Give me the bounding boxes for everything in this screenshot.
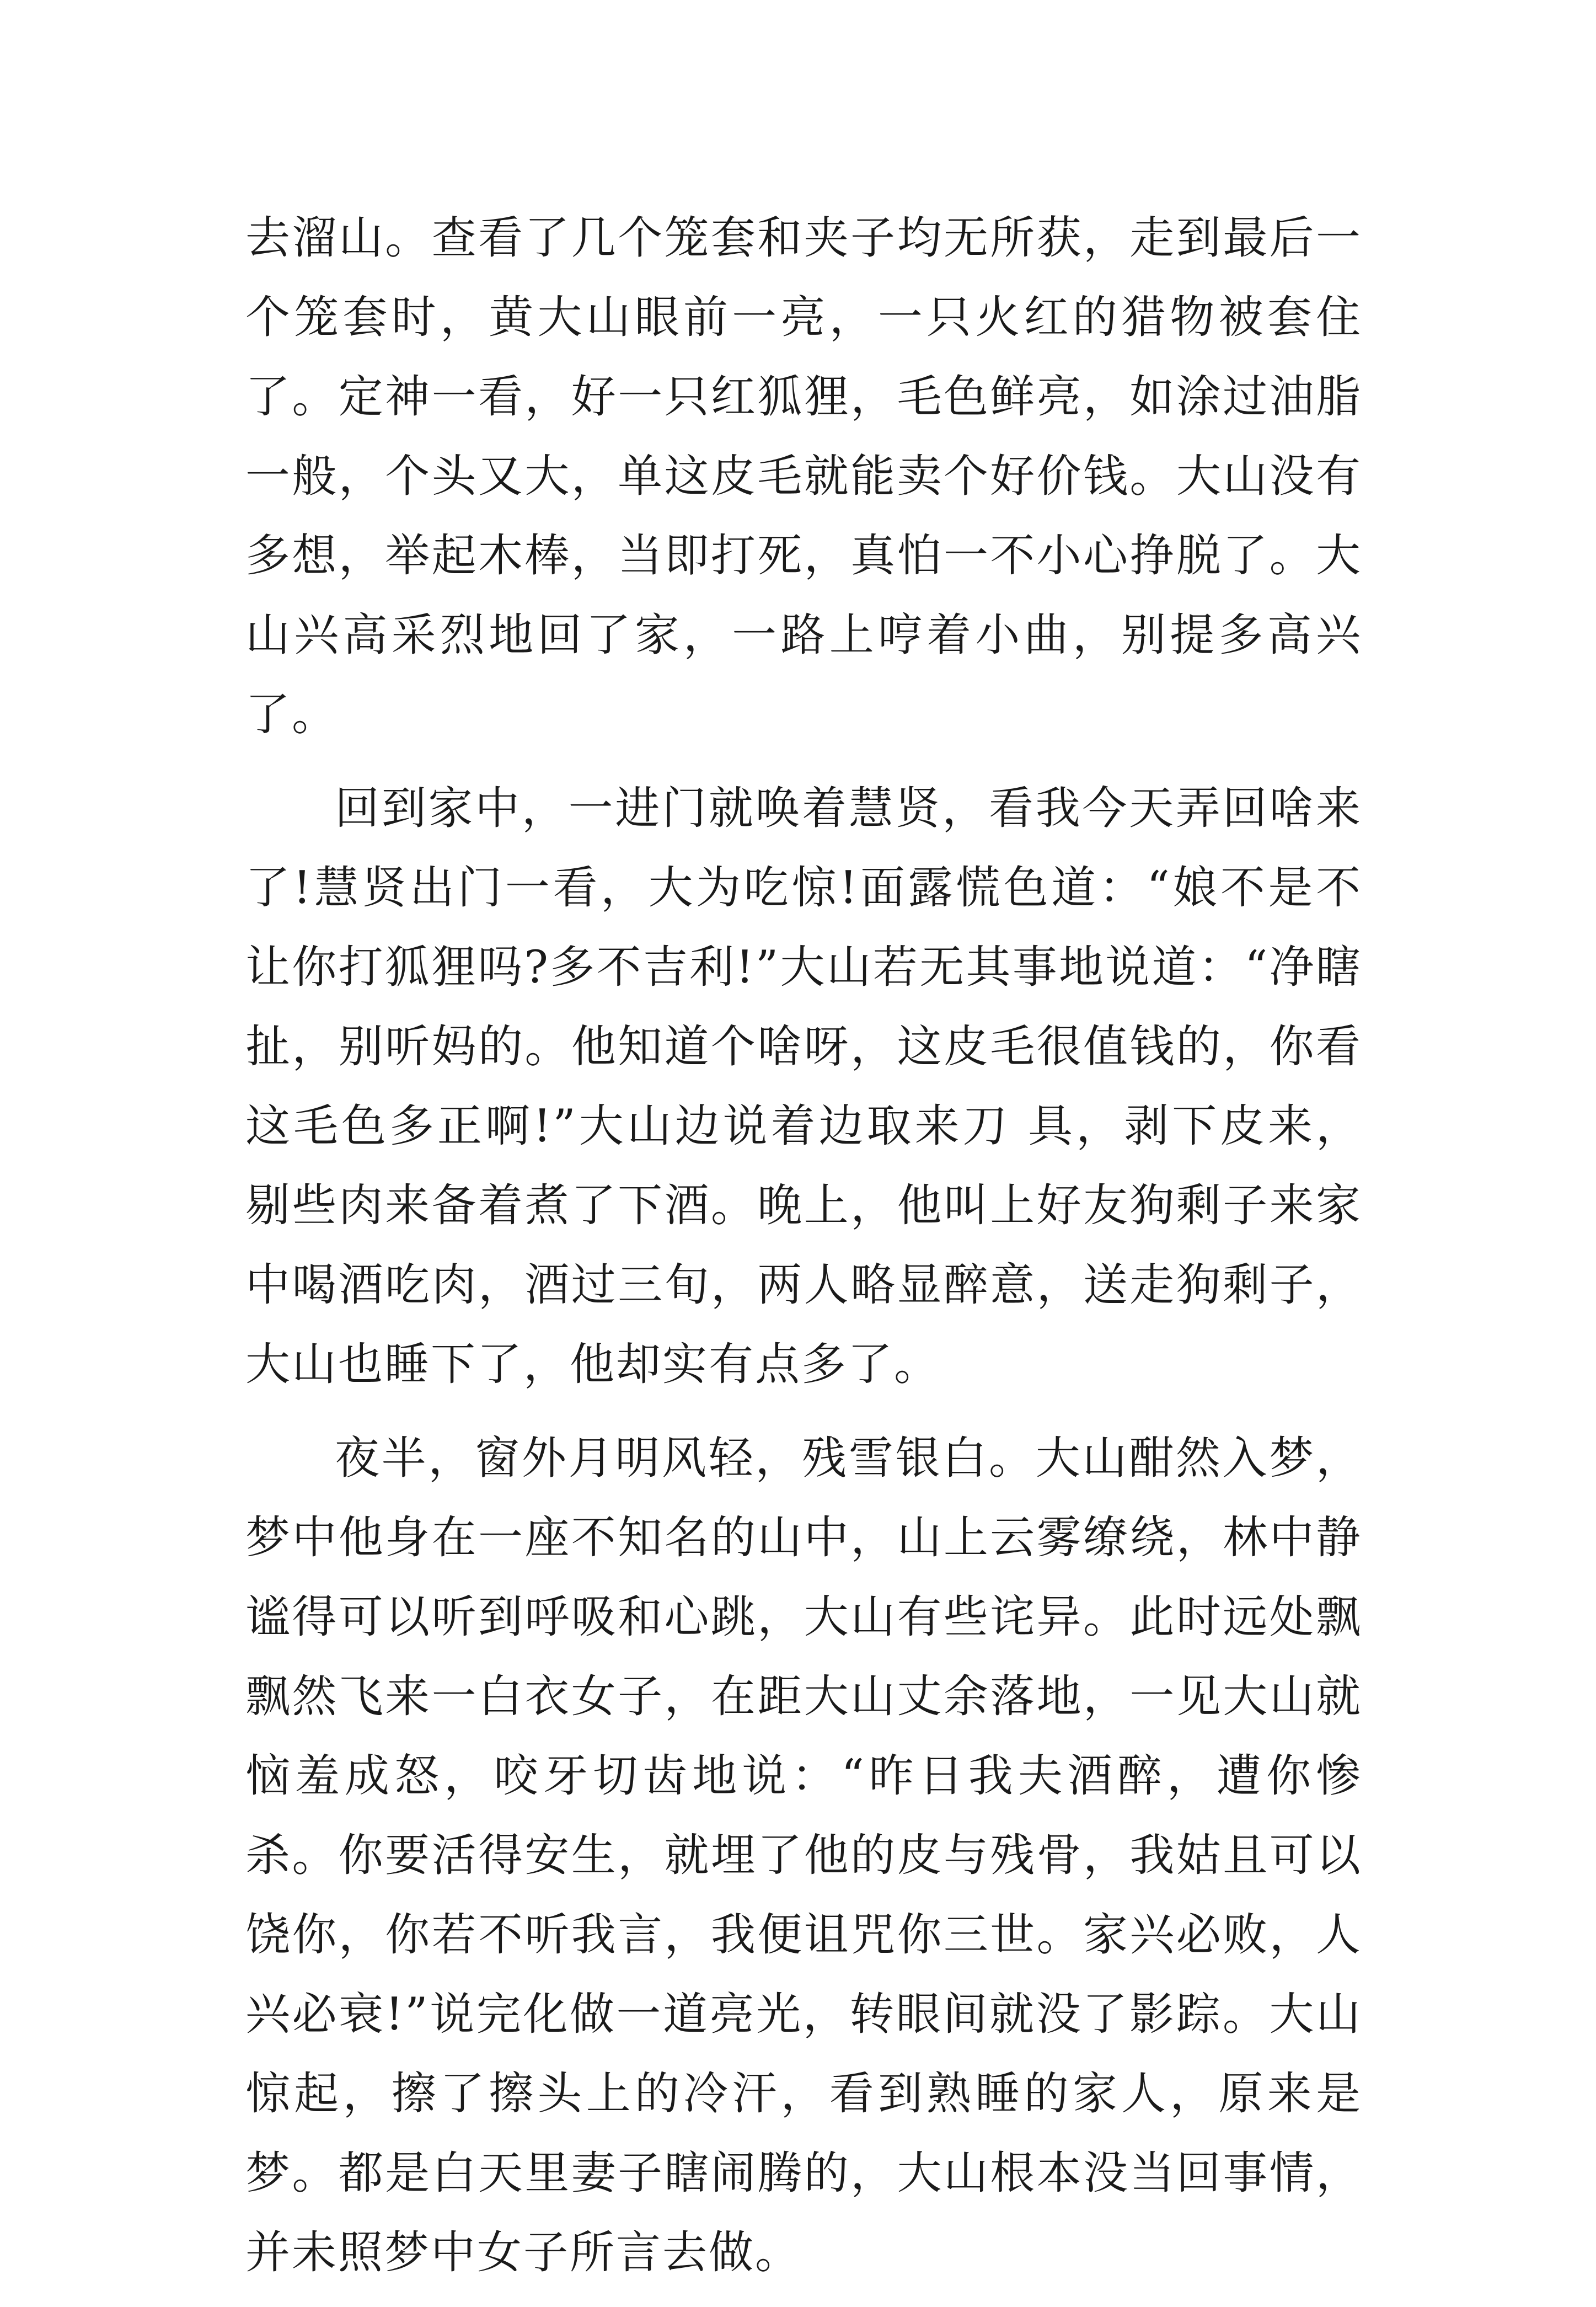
paragraph-2: 回到家中，一进门就唤着慧贤，看我今天弄回啥来了!慧贤出门一看，大为吃惊!面露慌色道：“娘不是不让你打狐狸吗?多不吉利!”大山若无其事地说道：“净瞎扯，别听妈的。他知道个啥呀，这皮毛很值钱的，你看这毛色多正啊!”大山边说着边取来刀 具，剥下皮来，剔些肉来备着煮了下酒。晚上，他叫上好友狗剩子来家中喝酒吃肉，酒过三旬，两人略显醉意，送走狗剩子，大山也睡下了，他却实有点多了。 [245,783,1362,1391]
paragraph-3: 夜半，窗外月明风轻，残雪银白。大山酣然入梦，梦中他身在一座不知名的山中，山上云雾缭绕，林中静谧得可以听到呼吸和心跳，大山有些诧异。此时远处飘飘然飞来一白衣女子，在距大山丈余落地，一见大山就恼羞成怒，咬牙切齿地说：“昨日我夫酒醉，遭你惨杀。你要活得安生，就埋了他的皮与残骨，我姑且可以饶你，你若不听我言，我便诅咒你三世。家兴必败，人兴必衰!”说完化做一道亮光，转眼间就没了影踪。大山惊起，擦了擦头上的冷汗，看到熟睡的家人，原来是梦。都是白天里妻子瞎闹腾的，大山根本没当回事情，并未照梦中女子所言去做。 [245,1433,1362,2279]
story-text [245,199,1362,2307]
paragraph-1: 去溜山。查看了几个笼套和夹子均无所获，走到最后一个笼套时，黄大山眼前一亮，一只火红的猎物被套住了。定神一看，好一只红狐狸，毛色鲜亮，如涂过油脂一般，个头又大，单这皮毛就能卖个好价钱。大山没有多想，举起木棒，当即打死，真怕一不小心挣脱了。大山兴高采烈地回了家，一路上哼着小曲，别提多高兴了。 [245,212,1362,741]
